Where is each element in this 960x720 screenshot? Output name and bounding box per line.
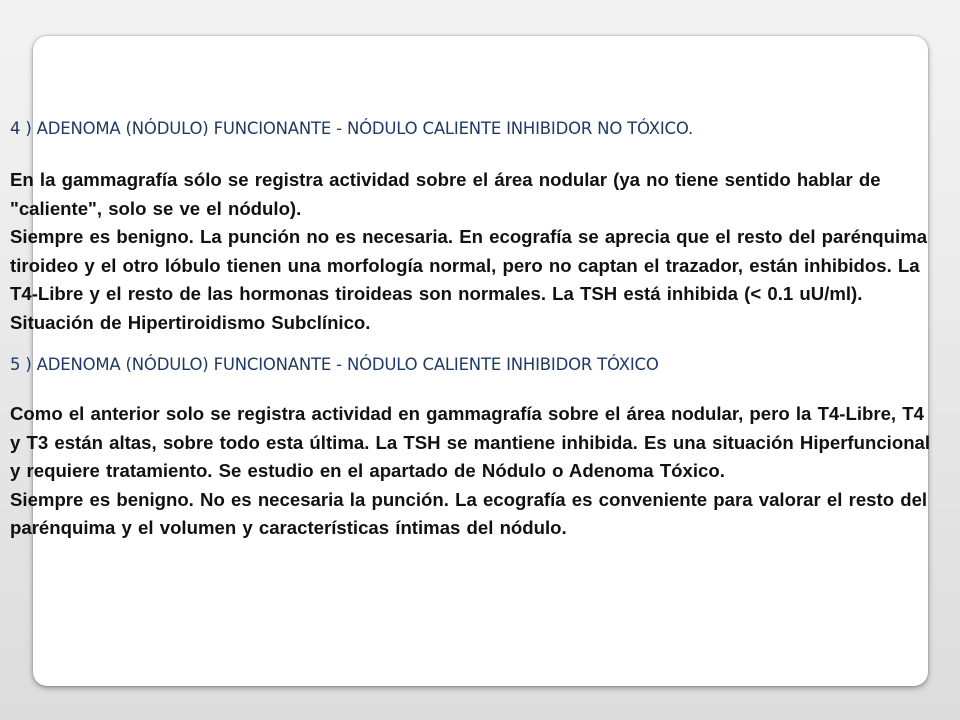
section-5-paragraph-2: Siempre es benigno. No es necesaria la punción. La ecografía es conveniente para valorar el resto del parénquima y el volumen y características íntimas del nódulo. [10,488,928,538]
section-4-paragraph-1: En la gammagrafía sólo se registra actividad sobre el área nodular (ya no tiene sentido hablar de "caliente", solo se ve el nódulo). [10,169,881,219]
section-4-heading: 4 ) ADENOMA (NÓDULO) FUNCIONANTE - NÓDULO CALIENTE INHIBIDOR NO TÓXICO. [10,119,694,138]
section-4-paragraph-2: Siempre es benigno. La punción no es necesaria. En ecografía se aprecia que el resto del parénquima tiroideo y el otro lóbulo tienen una morfología normal, pero no captan el trazador, están inhibidos. La T4-Libre y el resto de las hormonas tiroideas son normales. La TSH está inhibida (< 0.1 uU/ml). Situación de Hipertiroidismo Subclínico. [10,226,928,333]
section-5-heading: 5 ) ADENOMA (NÓDULO) FUNCIONANTE - NÓDULO CALIENTE INHIBIDOR TÓXICO [10,355,659,374]
section-5-paragraph-1: Como el anterior solo se registra actividad en gammagrafía sobre el área nodular, pero la T4-Libre, T4 y T3 están altas, sobre todo esta última. La TSH se mantiene inhibida. Es una situación Hiperfuncional y requiere tratamiento. Se estudio en el apartado de Nódulo o Adenoma Tóxico. [10,403,931,481]
slide-content [10,118,940,543]
